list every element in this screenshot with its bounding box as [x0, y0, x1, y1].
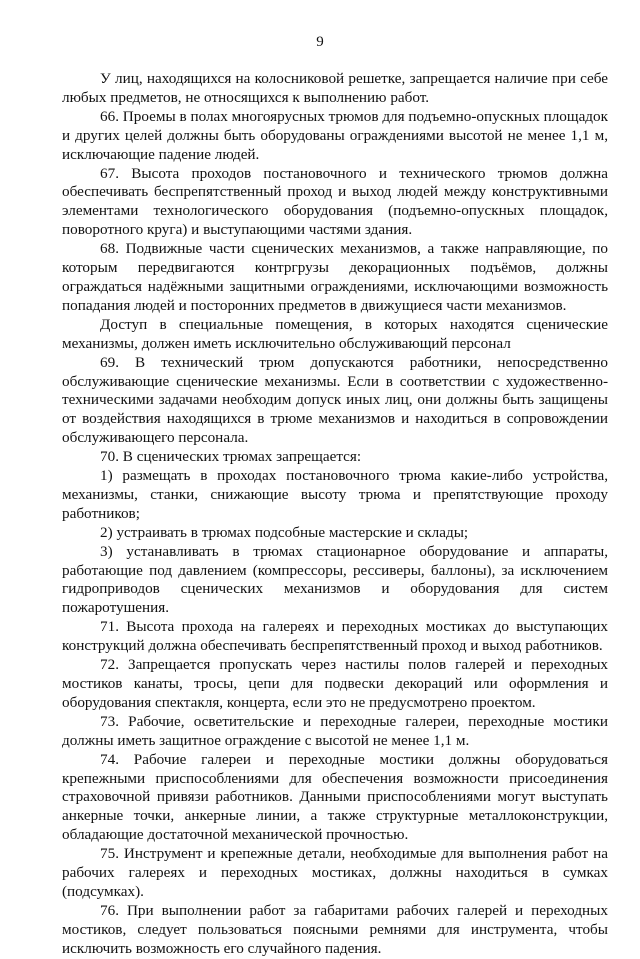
paragraph-70: 70. В сценических трюмах запрещается:: [100, 448, 362, 466]
paragraph-access: Доступ в специальные помещения, в которых находятся сценические механизмы, должен иметь исключительно обслуживающий персонал: [62, 315, 608, 352]
page-number: 9: [316, 34, 324, 50]
paragraph-colosnik: У лиц, находящихся на колосниковой решетке, запрещается наличие при себе любых предметов, не относящихся к выполнению работ.: [62, 70, 608, 106]
paragraph-67: 67. Высота проходов постановочного и технического трюмов должна обеспечивать беспрепятственный проход и выход людей между конструктивными элементами технологического оборудования (подъемно-опускных площадок, поворотного круга) и выступающими частями здания.: [62, 164, 608, 239]
paragraph-73: 73. Рабочие, осветительские и переходные галереи, переходные мостики должны иметь защитное ограждение с высотой не менее 1,1 м.: [62, 712, 608, 749]
document-body: [62, 70, 608, 959]
paragraph-74: 74. Рабочие галереи и переходные мостики должны оборудоваться крепежными приспособлениями для обеспечения возможности присоединения страховочной привязи работников. Данными приспособлениями могут выступать анкерные точки, анкерные линии, а также структурные металлоконструкции, обладающие достаточной механической прочностью.: [62, 750, 608, 844]
paragraph-71: 71. Высота прохода на галереях и переходных мостиках до выступающих конструкций должна обеспечивать беспрепятственный проход и выход работников.: [62, 618, 608, 655]
list-item-1: 1) размещать в проходах постановочного трюма какие-либо устройства, механизмы, станки, снижающие высоту трюма и препятствующие проходу работников;: [62, 467, 608, 522]
paragraph-68: 68. Подвижные части сценических механизмов, а также направляющие, по которым передвигаются контргрузы декорационных подъёмов, должны ограждаться надёжными защитными ограждениями, исключающими возможность попадания людей и посторонних предметов в движущиеся части механизмов.: [62, 240, 608, 314]
paragraph-75: 75. Инструмент и крепежные детали, необходимые для выполнения работ на рабочих галереях и переходных мостиках, должны находиться в сумках (подсумках).: [62, 845, 608, 900]
list-item-3: 3) устанавливать в трюмах стационарное оборудование и аппараты, работающие под давлением (компрессоры, рессиверы, баллоны), за исключением гидроприводов сценических механизмов и оборудования для систем пожаротушения.: [62, 542, 608, 617]
list-item-2: 2) устраивать в трюмах подсобные мастерские и склады;: [100, 523, 469, 541]
paragraph-66: 66. Проемы в полах многоярусных трюмов для подъемно-опускных площадок и других целей должны быть оборудованы ограждениями высотой не менее 1,1 м, исключающие падение людей.: [62, 107, 609, 163]
paragraph-72: 72. Запрещается пропускать через настилы полов галерей и переходных мостиков канаты, тросы, цепи для подвески декораций или оформления и оборудования спектакля, концерта, если это не предусмотрено проектом.: [62, 656, 608, 711]
paragraph-69: 69. В технический трюм допускаются работники, непосредственно обслуживающие сценические механизмы. Если в соответствии с художественно-техническими задачами необходим допуск иных лиц, они должны быть защищены от воздействия находящихся в трюме механизмов и находиться в сопровождении обслуживающего персонала.: [62, 353, 608, 447]
paragraph-76: 76. При выполнении работ за габаритами рабочих галерей и переходных мостиков, следует пользоваться поясными ремнями для инструмента, чтобы исключить возможность его случайного падения.: [62, 901, 608, 957]
